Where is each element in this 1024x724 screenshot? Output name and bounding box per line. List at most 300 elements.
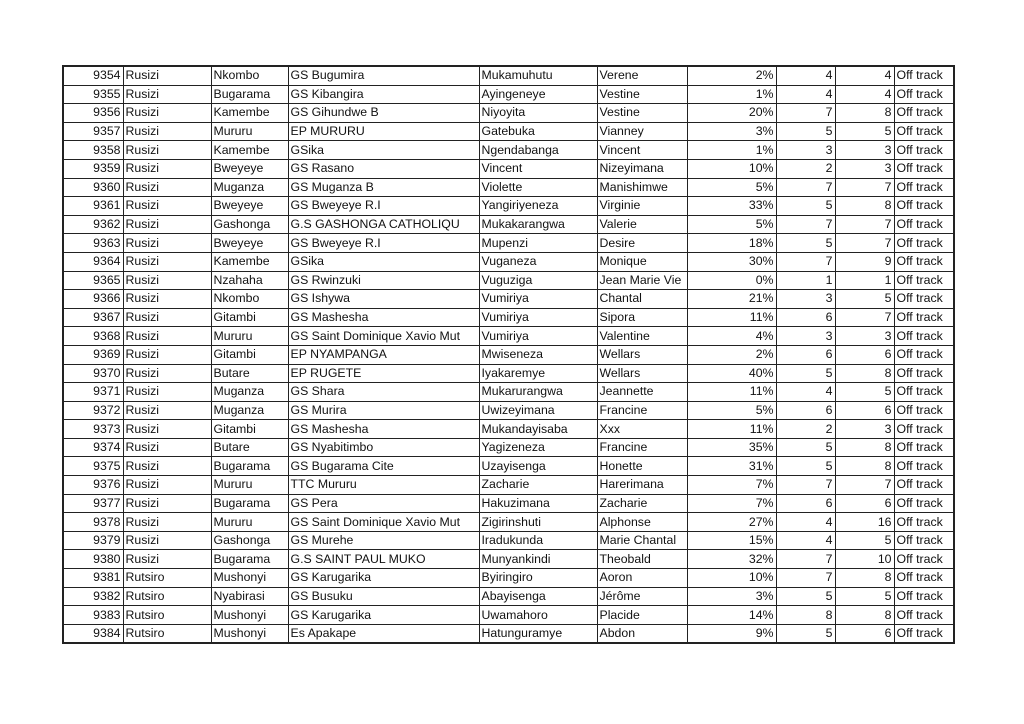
cell-percent: 33% — [687, 197, 776, 216]
cell-count-b: 8 — [835, 606, 894, 625]
cell-sector: Mururu — [211, 327, 288, 346]
cell-school: TTC Mururu — [288, 476, 479, 495]
cell-status: Off track — [894, 178, 954, 197]
cell-last-name: Mukamuhutu — [479, 66, 597, 85]
cell-sector: Bweyeye — [211, 234, 288, 253]
cell-count-b: 5 — [835, 290, 894, 309]
cell-count-a: 4 — [776, 85, 835, 104]
cell-sector: Bugarama — [211, 457, 288, 476]
cell-sector: Bweyeye — [211, 159, 288, 178]
table-row — [63, 252, 954, 271]
cell-district: Rusizi — [123, 197, 211, 216]
cell-sector: Gashonga — [211, 215, 288, 234]
cell-first-name: Manishimwe — [597, 178, 687, 197]
cell-count-a: 5 — [776, 624, 835, 643]
table-row — [63, 438, 954, 457]
cell-id: 9360 — [63, 178, 123, 197]
cell-sector: Kamembe — [211, 252, 288, 271]
cell-sector: Mururu — [211, 513, 288, 532]
cell-count-b: 7 — [835, 178, 894, 197]
cell-first-name: Jeannette — [597, 383, 687, 402]
cell-status: Off track — [894, 438, 954, 457]
cell-percent: 7% — [687, 476, 776, 495]
cell-id: 9381 — [63, 569, 123, 588]
cell-count-b: 5 — [835, 531, 894, 550]
cell-status: Off track — [894, 104, 954, 123]
table-row — [63, 476, 954, 495]
cell-count-b: 8 — [835, 569, 894, 588]
cell-school: GS Muganza B — [288, 178, 479, 197]
cell-percent: 40% — [687, 364, 776, 383]
cell-id: 9380 — [63, 550, 123, 569]
cell-sector: Nzahaha — [211, 271, 288, 290]
cell-school: EP RUGETE — [288, 364, 479, 383]
cell-percent: 31% — [687, 457, 776, 476]
cell-id: 9368 — [63, 327, 123, 346]
cell-last-name: Byiringiro — [479, 569, 597, 588]
cell-school: Es Apakape — [288, 624, 479, 643]
cell-school: GS Karugarika — [288, 569, 479, 588]
cell-count-b: 9 — [835, 252, 894, 271]
cell-district: Rusizi — [123, 383, 211, 402]
table-row — [63, 308, 954, 327]
cell-count-a: 2 — [776, 420, 835, 439]
cell-last-name: Zigirinshuti — [479, 513, 597, 532]
cell-district: Rusizi — [123, 290, 211, 309]
cell-district: Rusizi — [123, 215, 211, 234]
cell-last-name: Yagizeneza — [479, 438, 597, 457]
cell-status: Off track — [894, 550, 954, 569]
cell-school: GS Mashesha — [288, 420, 479, 439]
cell-count-a: 4 — [776, 531, 835, 550]
cell-percent: 27% — [687, 513, 776, 532]
cell-school: GS Saint Dominique Xavio Mut — [288, 327, 479, 346]
cell-id: 9384 — [63, 624, 123, 643]
cell-count-a: 5 — [776, 364, 835, 383]
cell-id: 9379 — [63, 531, 123, 550]
cell-percent: 11% — [687, 420, 776, 439]
cell-count-a: 5 — [776, 438, 835, 457]
cell-last-name: Abayisenga — [479, 587, 597, 606]
cell-count-b: 6 — [835, 345, 894, 364]
cell-count-b: 8 — [835, 457, 894, 476]
cell-last-name: Gatebuka — [479, 122, 597, 141]
cell-id: 9371 — [63, 383, 123, 402]
cell-last-name: Hakuzimana — [479, 494, 597, 513]
cell-last-name: Yangiriyeneza — [479, 197, 597, 216]
cell-id: 9382 — [63, 587, 123, 606]
cell-first-name: Placide — [597, 606, 687, 625]
cell-status: Off track — [894, 215, 954, 234]
table-row — [63, 327, 954, 346]
cell-school: GS Saint Dominique Xavio Mut — [288, 513, 479, 532]
cell-id: 9372 — [63, 401, 123, 420]
cell-percent: 0% — [687, 271, 776, 290]
cell-last-name: Vuganeza — [479, 252, 597, 271]
cell-school: EP NYAMPANGA — [288, 345, 479, 364]
table-row — [63, 494, 954, 513]
cell-district: Rusizi — [123, 401, 211, 420]
cell-school: GSika — [288, 141, 479, 160]
cell-district: Rusizi — [123, 345, 211, 364]
cell-percent: 2% — [687, 345, 776, 364]
cell-last-name: Mukarurangwa — [479, 383, 597, 402]
cell-percent: 10% — [687, 569, 776, 588]
cell-percent: 1% — [687, 85, 776, 104]
cell-sector: Bugarama — [211, 494, 288, 513]
cell-first-name: Monique — [597, 252, 687, 271]
cell-id: 9367 — [63, 308, 123, 327]
cell-count-a: 2 — [776, 159, 835, 178]
cell-last-name: Vumiriya — [479, 327, 597, 346]
table-row — [63, 569, 954, 588]
table-row — [63, 104, 954, 123]
cell-status: Off track — [894, 476, 954, 495]
cell-school: GS Gihundwe B — [288, 104, 479, 123]
cell-first-name: Zacharie — [597, 494, 687, 513]
cell-district: Rusizi — [123, 271, 211, 290]
cell-last-name: Vumiriya — [479, 290, 597, 309]
cell-first-name: Jean Marie Vie — [597, 271, 687, 290]
cell-district: Rusizi — [123, 531, 211, 550]
cell-id: 9375 — [63, 457, 123, 476]
cell-percent: 20% — [687, 104, 776, 123]
cell-first-name: Francine — [597, 401, 687, 420]
cell-last-name: Munyankindi — [479, 550, 597, 569]
cell-sector: Gitambi — [211, 345, 288, 364]
cell-id: 9365 — [63, 271, 123, 290]
cell-school: GS Kibangira — [288, 85, 479, 104]
cell-district: Rusizi — [123, 85, 211, 104]
cell-district: Rusizi — [123, 327, 211, 346]
cell-first-name: Verene — [597, 66, 687, 85]
cell-district: Rusizi — [123, 122, 211, 141]
cell-last-name: Zacharie — [479, 476, 597, 495]
cell-school: GS Rwinzuki — [288, 271, 479, 290]
cell-sector: Bugarama — [211, 550, 288, 569]
cell-last-name: Uwizeyimana — [479, 401, 597, 420]
cell-status: Off track — [894, 327, 954, 346]
cell-id: 9359 — [63, 159, 123, 178]
cell-count-a: 1 — [776, 271, 835, 290]
cell-status: Off track — [894, 587, 954, 606]
table-row — [63, 345, 954, 364]
table-row — [63, 271, 954, 290]
table-row — [63, 159, 954, 178]
cell-district: Rusizi — [123, 513, 211, 532]
cell-status: Off track — [894, 624, 954, 643]
cell-percent: 18% — [687, 234, 776, 253]
cell-percent: 15% — [687, 531, 776, 550]
cell-count-a: 8 — [776, 606, 835, 625]
cell-school: GS Bugumira — [288, 66, 479, 85]
cell-count-a: 5 — [776, 197, 835, 216]
cell-count-a: 7 — [776, 104, 835, 123]
cell-count-b: 3 — [835, 141, 894, 160]
cell-last-name: Ngendabanga — [479, 141, 597, 160]
cell-first-name: Vestine — [597, 104, 687, 123]
cell-status: Off track — [894, 159, 954, 178]
cell-sector: Gitambi — [211, 308, 288, 327]
table-row — [63, 66, 954, 85]
cell-count-a: 7 — [776, 476, 835, 495]
cell-school: GS Ishywa — [288, 290, 479, 309]
cell-district: Rusizi — [123, 234, 211, 253]
cell-count-b: 6 — [835, 401, 894, 420]
cell-count-a: 3 — [776, 141, 835, 160]
cell-count-a: 6 — [776, 401, 835, 420]
cell-first-name: Alphonse — [597, 513, 687, 532]
cell-district: Rusizi — [123, 438, 211, 457]
cell-sector: Mururu — [211, 476, 288, 495]
cell-first-name: Vianney — [597, 122, 687, 141]
cell-last-name: Vumiriya — [479, 308, 597, 327]
cell-percent: 2% — [687, 66, 776, 85]
cell-school: EP MURURU — [288, 122, 479, 141]
cell-percent: 11% — [687, 383, 776, 402]
cell-school: GS Murehe — [288, 531, 479, 550]
cell-count-b: 7 — [835, 234, 894, 253]
cell-district: Rusizi — [123, 178, 211, 197]
cell-first-name: Vestine — [597, 85, 687, 104]
cell-id: 9362 — [63, 215, 123, 234]
cell-first-name: Xxx — [597, 420, 687, 439]
cell-sector: Gitambi — [211, 420, 288, 439]
cell-count-b: 7 — [835, 308, 894, 327]
cell-district: Rutsiro — [123, 587, 211, 606]
cell-percent: 5% — [687, 215, 776, 234]
cell-percent: 3% — [687, 587, 776, 606]
cell-school: GS Bweyeye R.I — [288, 234, 479, 253]
cell-district: Rutsiro — [123, 569, 211, 588]
cell-count-b: 3 — [835, 159, 894, 178]
cell-status: Off track — [894, 290, 954, 309]
cell-count-a: 6 — [776, 308, 835, 327]
cell-count-b: 6 — [835, 494, 894, 513]
cell-last-name: Violette — [479, 178, 597, 197]
table-row — [63, 401, 954, 420]
cell-percent: 30% — [687, 252, 776, 271]
cell-id: 9374 — [63, 438, 123, 457]
cell-last-name: Ayingeneye — [479, 85, 597, 104]
cell-district: Rusizi — [123, 420, 211, 439]
cell-id: 9378 — [63, 513, 123, 532]
cell-status: Off track — [894, 308, 954, 327]
cell-first-name: Marie Chantal — [597, 531, 687, 550]
cell-district: Rusizi — [123, 476, 211, 495]
cell-sector: Kamembe — [211, 104, 288, 123]
cell-last-name: Niyoyita — [479, 104, 597, 123]
cell-first-name: Jérôme — [597, 587, 687, 606]
cell-sector: Nyabirasi — [211, 587, 288, 606]
cell-count-b: 5 — [835, 587, 894, 606]
cell-id: 9361 — [63, 197, 123, 216]
cell-first-name: Nizeyimana — [597, 159, 687, 178]
cell-sector: Gashonga — [211, 531, 288, 550]
cell-id: 9357 — [63, 122, 123, 141]
cell-school: G.S GASHONGA CATHOLIQU — [288, 215, 479, 234]
cell-percent: 5% — [687, 401, 776, 420]
cell-status: Off track — [894, 513, 954, 532]
cell-school: GS Shara — [288, 383, 479, 402]
cell-last-name: Vincent — [479, 159, 597, 178]
cell-status: Off track — [894, 271, 954, 290]
cell-count-b: 16 — [835, 513, 894, 532]
cell-status: Off track — [894, 141, 954, 160]
table-row — [63, 513, 954, 532]
cell-status: Off track — [894, 364, 954, 383]
cell-district: Rusizi — [123, 252, 211, 271]
cell-school: GS Busuku — [288, 587, 479, 606]
cell-first-name: Theobald — [597, 550, 687, 569]
cell-id: 9358 — [63, 141, 123, 160]
cell-last-name: Vuguziga — [479, 271, 597, 290]
cell-percent: 9% — [687, 624, 776, 643]
table-row — [63, 383, 954, 402]
cell-sector: Mururu — [211, 122, 288, 141]
cell-school: GS Nyabitimbo — [288, 438, 479, 457]
cell-id: 9366 — [63, 290, 123, 309]
table-row — [63, 624, 954, 643]
cell-last-name: Mupenzi — [479, 234, 597, 253]
cell-id: 9369 — [63, 345, 123, 364]
cell-first-name: Chantal — [597, 290, 687, 309]
cell-id: 9370 — [63, 364, 123, 383]
table-row — [63, 364, 954, 383]
cell-id: 9355 — [63, 85, 123, 104]
cell-district: Rusizi — [123, 457, 211, 476]
cell-sector: Mushonyi — [211, 606, 288, 625]
cell-first-name: Wellars — [597, 345, 687, 364]
cell-count-b: 6 — [835, 624, 894, 643]
table-row — [63, 141, 954, 160]
cell-last-name: Mukandayisaba — [479, 420, 597, 439]
table-row — [63, 178, 954, 197]
cell-last-name: Iyakaremye — [479, 364, 597, 383]
cell-count-a: 6 — [776, 345, 835, 364]
cell-count-a: 3 — [776, 290, 835, 309]
cell-percent: 1% — [687, 141, 776, 160]
cell-first-name: Valerie — [597, 215, 687, 234]
cell-first-name: Virginie — [597, 197, 687, 216]
cell-district: Rutsiro — [123, 606, 211, 625]
cell-last-name: Mwiseneza — [479, 345, 597, 364]
table-row — [63, 85, 954, 104]
cell-district: Rusizi — [123, 364, 211, 383]
cell-count-a: 4 — [776, 66, 835, 85]
cell-percent: 14% — [687, 606, 776, 625]
cell-count-a: 5 — [776, 457, 835, 476]
cell-school: GSika — [288, 252, 479, 271]
cell-count-a: 7 — [776, 178, 835, 197]
table-row — [63, 457, 954, 476]
cell-school: GS Bugarama Cite — [288, 457, 479, 476]
cell-first-name: Francine — [597, 438, 687, 457]
cell-school: GS Pera — [288, 494, 479, 513]
table-row — [63, 215, 954, 234]
cell-count-a: 7 — [776, 252, 835, 271]
cell-count-b: 7 — [835, 476, 894, 495]
cell-first-name: Wellars — [597, 364, 687, 383]
cell-district: Rusizi — [123, 494, 211, 513]
cell-percent: 21% — [687, 290, 776, 309]
cell-status: Off track — [894, 197, 954, 216]
cell-count-b: 5 — [835, 122, 894, 141]
cell-status: Off track — [894, 569, 954, 588]
cell-count-a: 5 — [776, 234, 835, 253]
cell-id: 9373 — [63, 420, 123, 439]
table-row — [63, 606, 954, 625]
cell-count-a: 4 — [776, 383, 835, 402]
cell-school: GS Murira — [288, 401, 479, 420]
cell-last-name: Uwamahoro — [479, 606, 597, 625]
cell-district: Rusizi — [123, 550, 211, 569]
cell-count-b: 3 — [835, 327, 894, 346]
cell-count-a: 7 — [776, 215, 835, 234]
cell-percent: 4% — [687, 327, 776, 346]
cell-count-a: 7 — [776, 569, 835, 588]
cell-school: GS Bweyeye R.I — [288, 197, 479, 216]
cell-status: Off track — [894, 383, 954, 402]
cell-sector: Mushonyi — [211, 569, 288, 588]
cell-id: 9356 — [63, 104, 123, 123]
cell-last-name: Uzayisenga — [479, 457, 597, 476]
table-row — [63, 587, 954, 606]
cell-count-b: 8 — [835, 438, 894, 457]
cell-first-name: Honette — [597, 457, 687, 476]
cell-school: GS Karugarika — [288, 606, 479, 625]
cell-percent: 10% — [687, 159, 776, 178]
cell-count-a: 3 — [776, 327, 835, 346]
table-row — [63, 122, 954, 141]
cell-first-name: Sipora — [597, 308, 687, 327]
cell-count-b: 8 — [835, 104, 894, 123]
cell-sector: Butare — [211, 438, 288, 457]
cell-district: Rutsiro — [123, 624, 211, 643]
cell-id: 9376 — [63, 476, 123, 495]
cell-sector: Mushonyi — [211, 624, 288, 643]
cell-school: G.S SAINT PAUL MUKO — [288, 550, 479, 569]
cell-id: 9364 — [63, 252, 123, 271]
table-row — [63, 290, 954, 309]
cell-sector: Kamembe — [211, 141, 288, 160]
cell-last-name: Iradukunda — [479, 531, 597, 550]
cell-status: Off track — [894, 122, 954, 141]
cell-id: 9354 — [63, 66, 123, 85]
cell-percent: 32% — [687, 550, 776, 569]
cell-sector: Muganza — [211, 178, 288, 197]
cell-district: Rusizi — [123, 66, 211, 85]
cell-status: Off track — [894, 531, 954, 550]
table-row — [63, 420, 954, 439]
cell-first-name: Vincent — [597, 141, 687, 160]
cell-district: Rusizi — [123, 104, 211, 123]
cell-sector: Bugarama — [211, 85, 288, 104]
cell-status: Off track — [894, 420, 954, 439]
cell-count-b: 10 — [835, 550, 894, 569]
cell-status: Off track — [894, 606, 954, 625]
cell-id: 9383 — [63, 606, 123, 625]
table-body — [63, 66, 954, 643]
cell-first-name: Harerimana — [597, 476, 687, 495]
cell-district: Rusizi — [123, 141, 211, 160]
cell-count-b: 5 — [835, 383, 894, 402]
cell-status: Off track — [894, 457, 954, 476]
cell-percent: 11% — [687, 308, 776, 327]
cell-count-b: 7 — [835, 215, 894, 234]
cell-sector: Nkombo — [211, 290, 288, 309]
cell-count-a: 4 — [776, 513, 835, 532]
